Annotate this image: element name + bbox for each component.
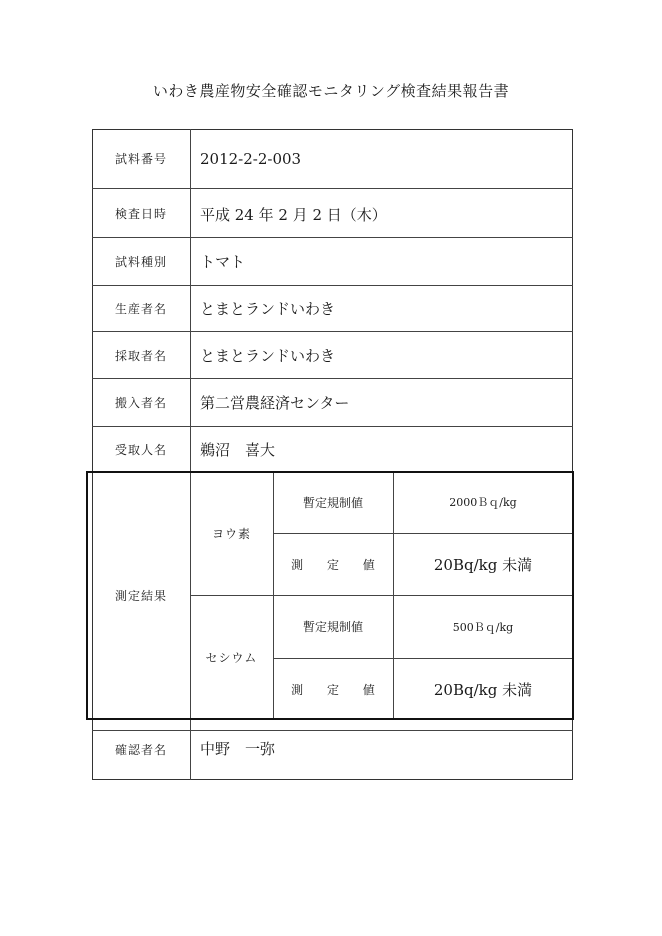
confirmer-value: 中野 一弥 <box>200 740 276 758</box>
row-divider <box>92 188 573 189</box>
iodine-measured-label: 測 定 値 <box>291 557 385 572</box>
row-divider <box>92 237 573 238</box>
cesium-measured-label: 測 定 値 <box>291 682 385 697</box>
collector-label: 採取者名 <box>114 349 167 363</box>
row-divider <box>92 331 573 332</box>
sample-type-label: 試料種別 <box>114 255 167 269</box>
iodine-measured-value: 20Bq/kg 未満 <box>433 555 533 574</box>
collector-value: とまとランドいわき <box>200 347 336 365</box>
iodine-label: ヨウ素 <box>211 526 251 541</box>
sample-number-value: 2012-2-2-003 <box>200 150 302 168</box>
deliverer-label: 搬入者名 <box>114 396 167 410</box>
iodine-limit-value: 2000Ｂｑ/kg <box>449 496 517 509</box>
producer-label: 生産者名 <box>114 302 167 316</box>
deliverer-value: 第二営農経済センター <box>200 394 350 412</box>
document-title: いわき農産物安全確認モニタリング検査結果報告書 <box>152 82 510 100</box>
measurement-results-label: 測定結果 <box>114 589 167 603</box>
iodine-limit-label: 暫定規制値 <box>302 495 363 510</box>
cesium-label: セシウム <box>205 651 258 665</box>
cesium-limit-label: 暫定規制値 <box>302 620 363 634</box>
row-divider <box>92 378 573 379</box>
cesium-measured-value: 20Bq/kg 未満 <box>433 680 533 699</box>
recipient-label: 受取人名 <box>114 443 167 457</box>
producer-value: とまとランドいわき <box>200 300 336 318</box>
row-divider <box>92 426 573 427</box>
cesium-limit-value: 500Ｂｑ/kg <box>452 620 514 634</box>
confirmer-label: 確認者名 <box>114 743 167 757</box>
inspection-date-label: 検査日時 <box>114 207 167 221</box>
row-divider <box>92 285 573 286</box>
sample-type-value: トマト <box>200 253 246 271</box>
sample-number-label: 試料番号 <box>114 152 167 166</box>
inspection-date-value: 平成 24 年 2 月 2 日（木） <box>200 206 387 224</box>
recipient-value: 鵜沼 喜大 <box>200 441 276 459</box>
row-divider <box>92 730 573 731</box>
